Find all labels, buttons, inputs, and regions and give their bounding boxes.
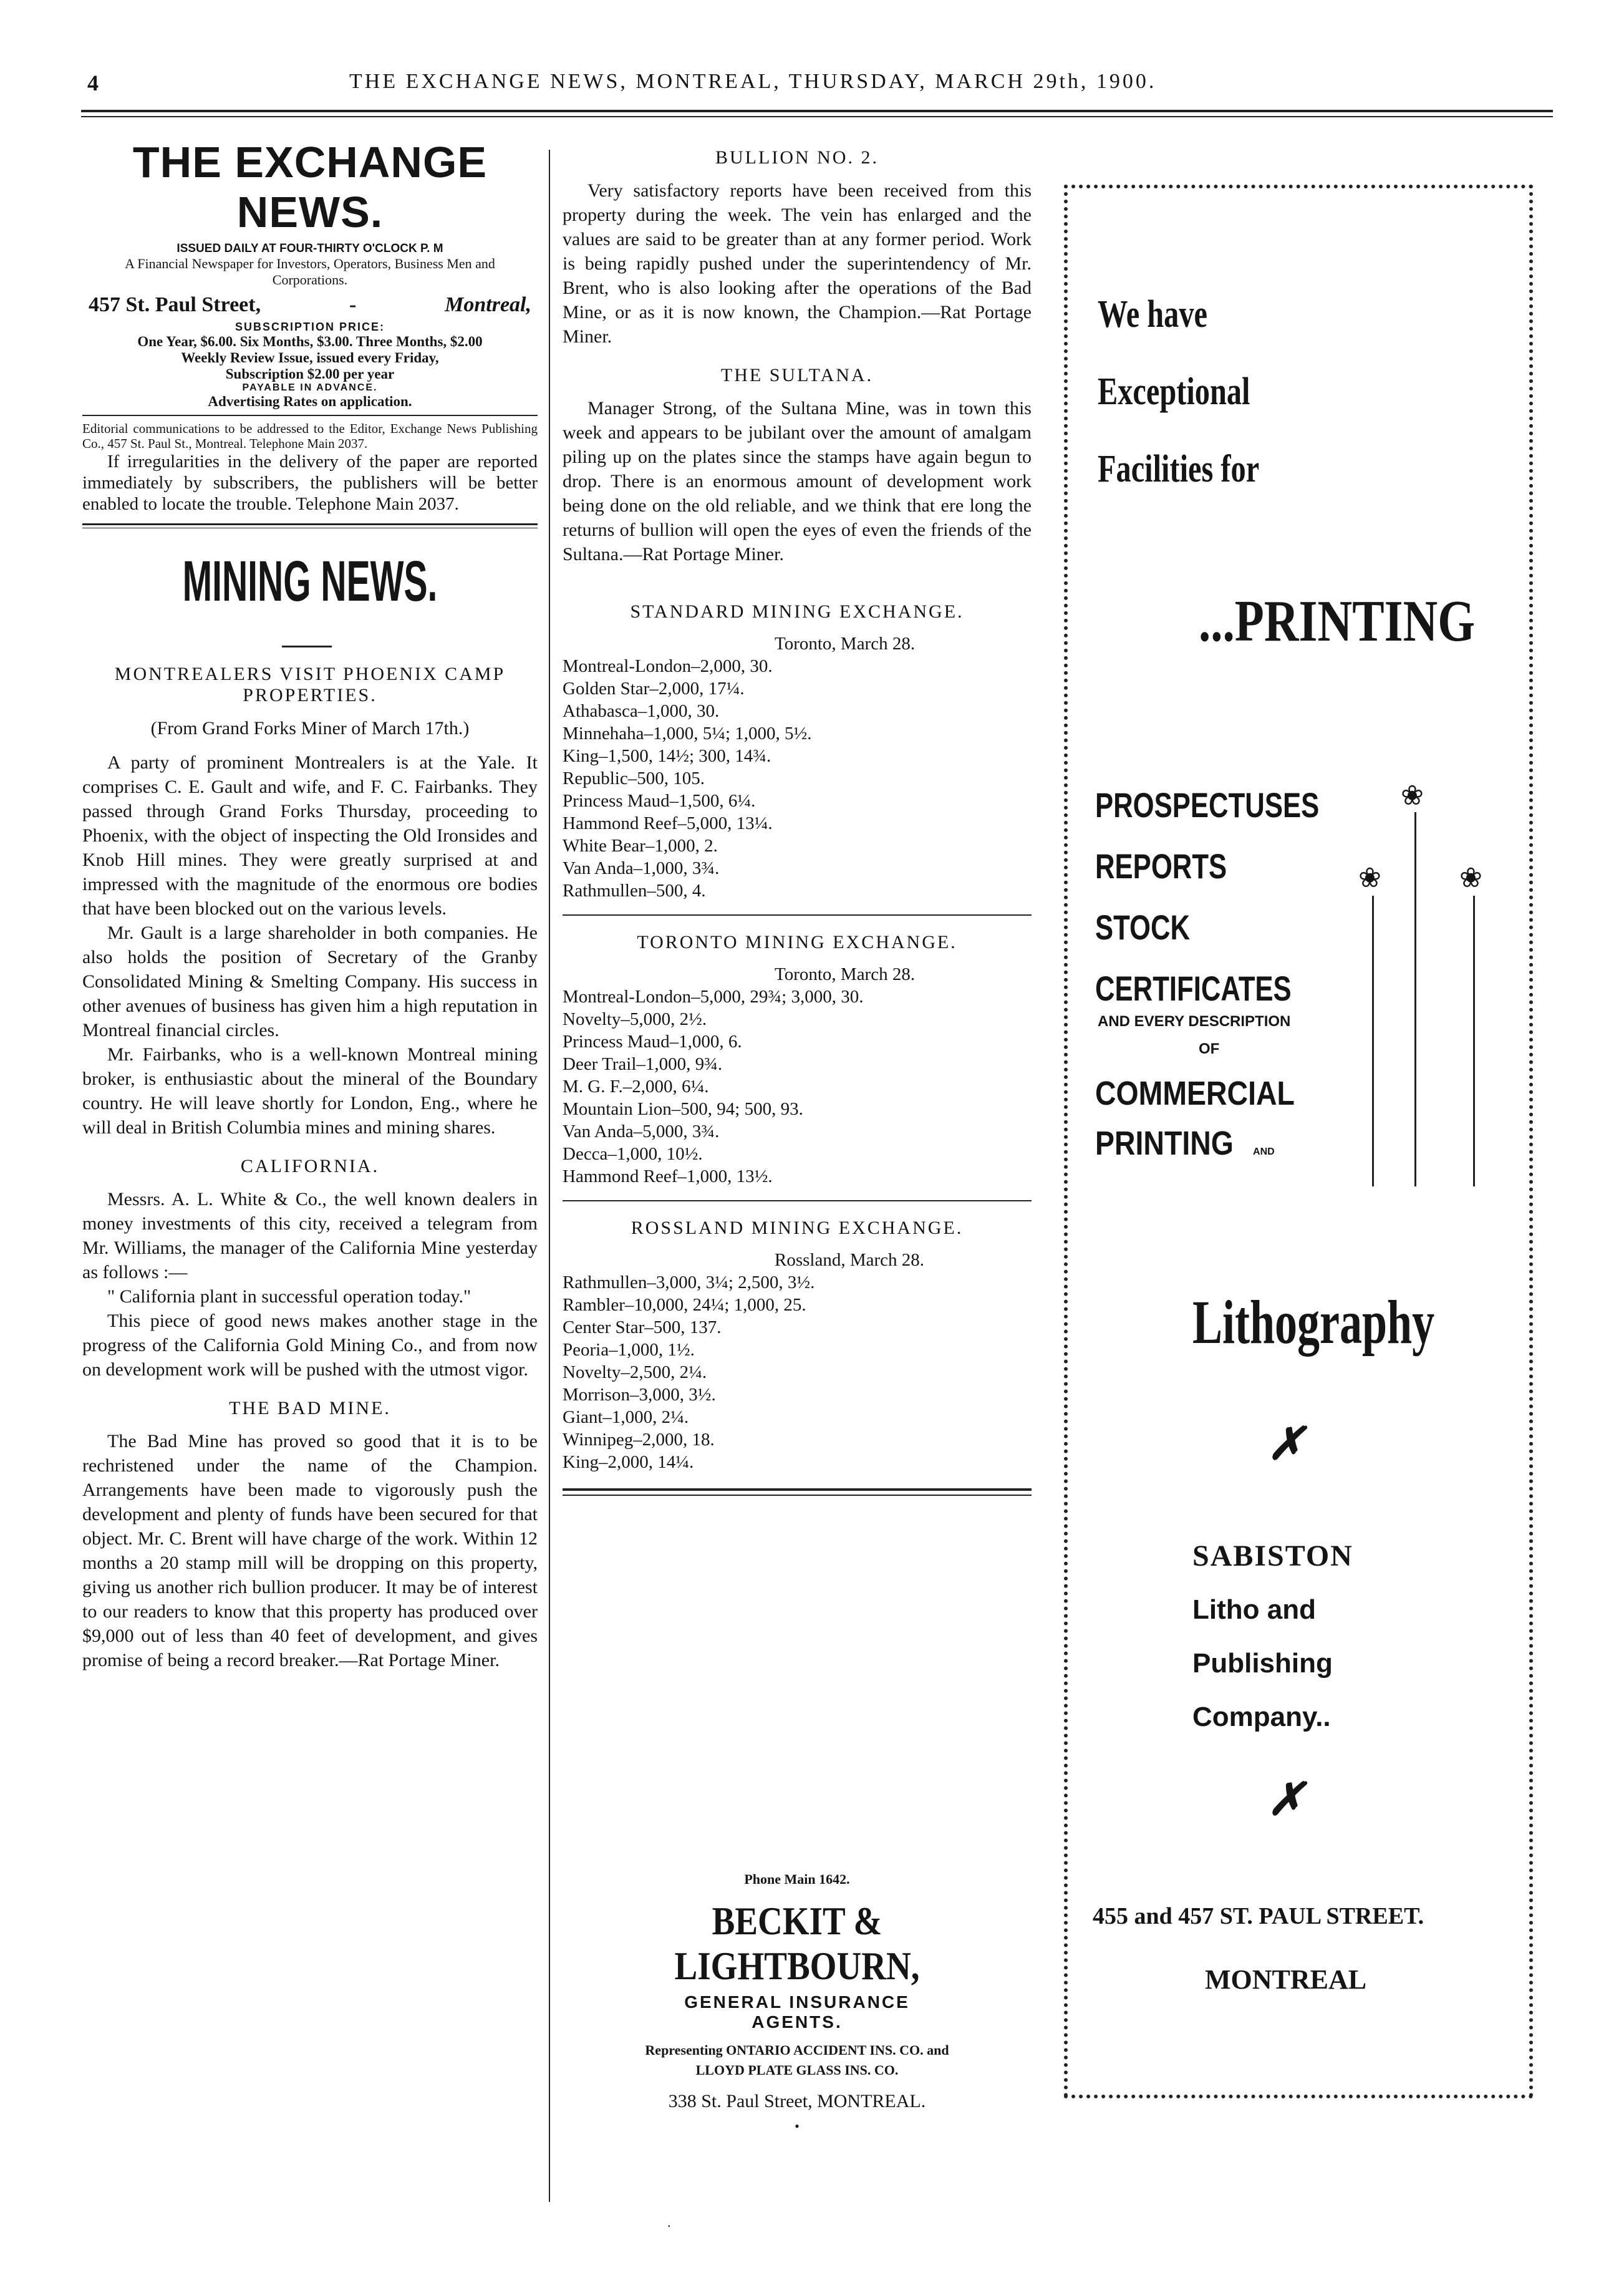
irregularities-note: If irregularities in the delivery of the paper are reported immediately by subscribers, the publishers will be better enabled to locate the trouble. Telephone Main 2037. [82, 452, 538, 514]
rossland-quote-line: King–2,000, 14¼. [563, 1452, 694, 1472]
toronto-exchange-head: TORONTO MINING EXCHANGE. [637, 932, 957, 952]
ad-montreal: MONTREAL [1205, 1964, 1367, 1995]
california-head: CALIFORNIA. [240, 1156, 380, 1176]
insurance-representing: Representing ONTARIO ACCIDENT INS. CO. and [645, 2042, 949, 2058]
toronto-quote-line: Novelty–5,000, 2½. [563, 1009, 707, 1029]
ad-line-3: Facilities for [1098, 448, 1260, 490]
standard-quotes [563, 655, 1032, 902]
insurance-role: GENERAL INSURANCE AGENTS. [684, 1992, 910, 2032]
ad-and: AND [1253, 1146, 1275, 1157]
toronto-quote-line: Princess Maud–1,000, 6. [563, 1032, 742, 1052]
toronto-rule [563, 1200, 1032, 1201]
bullion-head: BULLION NO. 2. [715, 147, 879, 168]
montrealers-p1: A party of prominent Montrealers is at the Yale. It comprises C. E. Gault and wife, and F. C. Fairbanks. They passed through Grand Forks Thursday, proceeding to Phoenix, with the object of inspecting the Old Ironsides and Knob Hill mines. They were greatly surprised at and impressed with the magnitude of the enormous ore bodies that have been blocked out on the various levels. [82, 752, 538, 919]
standard-exchange-head: STANDARD MINING EXCHANGE. [630, 601, 964, 622]
pin-ornament-1: ❀ [1401, 780, 1424, 811]
rossland-quote-line: Novelty–2,500, 2¼. [563, 1362, 707, 1382]
standard-rule [563, 914, 1032, 916]
standard-quote-line: Princess Maud–1,500, 6¼. [563, 791, 756, 811]
california-p2: This piece of good news makes another stage in the progress of the California Gold Mining Co., and from now on development work will be pushed with the utmost vigor. [82, 1311, 538, 1380]
ad-line-1: We have [1098, 293, 1207, 336]
standard-quote-line: King–1,500, 14½; 300, 14¾. [563, 746, 771, 766]
nameplate-address-row [82, 293, 538, 317]
nameplate-title: THE EXCHANGE NEWS. [132, 138, 488, 236]
ad-services [1095, 775, 1319, 1019]
footer-mark: . [667, 2214, 671, 2230]
insurance-ad [563, 1871, 1032, 2135]
toronto-quote-line: Mountain Lion–500, 94; 500, 93. [563, 1099, 803, 1119]
weekly-issue: Weekly Review Issue, issued every Friday, [181, 350, 439, 366]
toronto-quote-line: Montreal-London–5,000, 29¾; 3,000, 30. [563, 987, 864, 1007]
toronto-quote-line: Decca–1,000, 10½. [563, 1144, 703, 1164]
ad-printing: ...PRINTING [1199, 589, 1476, 654]
rossland-quote-line: Center Star–500, 137. [563, 1317, 722, 1337]
ad-company [1192, 1529, 1353, 1744]
standard-quote-line: Republic–500, 105. [563, 768, 705, 788]
sultana-head: THE SULTANA. [720, 365, 874, 385]
payable: PAYABLE IN ADVANCE. [242, 382, 378, 393]
badmine-p1: The Bad Mine has proved so good that it is to be rechristened under the name of the Champion. Arrangements have been made to vigorously push the development and plenty of funds have been secured for that object. Mr. C. Brent will have charge of the work. Within 12 months a 20 stamp mill will be dropping on this property, giving us another rich bullion producer. It may be of interest to our readers to know that this property has produced over $9,000 out of less than 40 feet of development, and gives promise of being a record breaker.—Rat Portage Miner. [82, 1431, 538, 1670]
standard-quote-line: White Bear–1,000, 2. [563, 836, 718, 856]
rossland-rule-2 [563, 1495, 1032, 1496]
rossland-quote-line: Peoria–1,000, 1½. [563, 1340, 695, 1360]
insurance-address: 338 St. Paul Street, MONTREAL. [668, 2091, 926, 2111]
standard-quote-line: Montreal-London–2,000, 30. [563, 656, 773, 676]
standard-quote-line: Athabasca–1,000, 30. [563, 701, 720, 721]
ad-commercial: COMMERCIAL [1095, 1075, 1295, 1112]
ad-company-1: SABISTON [1192, 1539, 1353, 1573]
rossland-quote-line: Morrison–3,000, 3½. [563, 1385, 716, 1405]
toronto-quote-line: Van Anda–5,000, 3¾. [563, 1122, 720, 1141]
column-1 [82, 137, 538, 1672]
standard-quote-line: Hammond Reef–5,000, 13¼. [563, 813, 773, 833]
bullet-mark: • [795, 2118, 800, 2134]
column-divider-1 [549, 150, 550, 2202]
insurance-lloyd: LLOYD PLATE GLASS INS. CO. [695, 2062, 899, 2078]
nameplate-dash: - [349, 293, 357, 316]
flourish-1: ✗ [1267, 1419, 1305, 1469]
weekly-subscription: Subscription $2.00 per year [225, 366, 395, 382]
editorial-note: Editorial communications to be addressed to the Editor, Exchange News Publishing Co., 457 St. Paul St., Montreal. Telephone Main 2037. [82, 421, 538, 451]
nameplate-issued: ISSUED DAILY AT FOUR-THIRTY O'CLOCK P. M [176, 242, 443, 255]
head-rule-top [81, 110, 1553, 112]
pin-stem-3 [1473, 896, 1475, 1186]
ad-stock: STOCK [1095, 908, 1191, 947]
california-quote: " California plant in successful operation today." [107, 1286, 471, 1307]
insurance-phone: Phone Main 1642. [744, 1871, 850, 1887]
subscription-prices: One Year, $6.00. Six Months, $3.00. Three Months, $2.00 [137, 334, 483, 349]
pin-stem-2 [1372, 896, 1374, 1186]
ad-line-2: Exceptional [1098, 371, 1250, 413]
standard-dateline: Toronto, March 28. [775, 634, 916, 654]
montrealers-p2: Mr. Gault is a large shareholder in both companies. He also holds the position of Secretary of the Granby Consolidated Mining & Smelting Company. His success in other avenues of business has given him a high reputation in Montreal financial circles. [82, 923, 538, 1040]
rossland-quote-line: Rambler–10,000, 24¼; 1,000, 25. [563, 1295, 806, 1315]
pin-ornament-2: ❀ [1358, 863, 1381, 893]
rossland-quote-line: Giant–1,000, 2¼. [563, 1407, 689, 1427]
ad-every: AND EVERY DESCRIPTION [1098, 1013, 1291, 1030]
nameplate-address: 457 St. Paul Street, [89, 293, 261, 316]
rossland-rule-1 [563, 1488, 1032, 1491]
ad-company-4: Company.. [1192, 1702, 1331, 1732]
bullion-p1: Very satisfactory reports have been received from this property during the week. The vein has enlarged and the values are said to be greater than at any former period. Work is being rapidly pushed under the superintendency of Mr. Brent, who is also looking after the operations of the Bad Mine, or as it is now known, the Champion.—Rat Portage Miner. [563, 180, 1032, 347]
badmine-head: THE BAD MINE. [229, 1398, 391, 1418]
toronto-dateline: Toronto, March 28. [775, 964, 916, 984]
printing-ad [1064, 185, 1533, 2098]
nameplate-rule [82, 415, 538, 416]
pin-ornament-3: ❀ [1459, 863, 1482, 893]
toronto-quote-line: Hammond Reef–1,000, 13½. [563, 1166, 773, 1186]
ad-intro [1098, 276, 1259, 508]
rossland-quote-line: Rathmullen–3,000, 3¼; 2,500, 3½. [563, 1272, 815, 1292]
montrealers-source: (From Grand Forks Miner of March 17th.) [150, 718, 470, 739]
ad-street: 455 and 457 ST. PAUL STREET. [1093, 1903, 1424, 1929]
sultana-p1: Manager Strong, of the Sultana Mine, was in town this week and appears to be jubilant over the amount of amalgam piling up on the plates since the stamps have again begun to drop. There is an enormous amount of development work being done on the old reliable, and we think that ere long the returns of bullion will open the eyes of even the friends of the Sultana.—Rat Portage Miner. [563, 398, 1032, 565]
ad-certificates: CERTIFICATES [1095, 969, 1292, 1008]
page-number: 4 [87, 70, 99, 95]
toronto-quote-line: M. G. F.–2,000, 6¼. [563, 1077, 709, 1097]
insurance-firm: BECKIT & LIGHTBOURN, [674, 1899, 920, 1988]
california-p1: Messrs. A. L. White & Co., the well known dealers in money investments of this city, received a telegram from Mr. Williams, the manager of the California Mine yesterday as follows :— [82, 1189, 538, 1282]
ad-of: OF [1199, 1040, 1220, 1057]
standard-quote-line: Van Anda–1,000, 3¾. [563, 858, 720, 878]
standard-quote-line: Rathmullen–500, 4. [563, 881, 706, 901]
column-2-top [563, 147, 1032, 1496]
advertising: Advertising Rates on application. [208, 394, 412, 409]
toronto-quote-line: Deer Trail–1,000, 9¾. [563, 1054, 723, 1074]
rossland-quotes [563, 1271, 1032, 1473]
standard-quote-line: Minnehaha–1,000, 5¼; 1,000, 5½. [563, 724, 812, 744]
nameplate-end-rule-1 [82, 523, 538, 525]
ad-company-2: Litho and [1192, 1594, 1316, 1625]
ad-lithography: Lithography [1192, 1287, 1435, 1357]
mining-news-title: MINING NEWS. [182, 550, 438, 613]
subscription-label: SUBSCRIPTION PRICE: [234, 321, 385, 333]
nameplate-tagline: A Financial Newspaper for Investors, Operators, Business Men and Corporations. [125, 256, 495, 288]
nameplate-city: Montreal, [445, 293, 531, 316]
ad-reports: REPORTS [1095, 846, 1227, 886]
standard-quote-line: Golden Star–2,000, 17¼. [563, 679, 745, 699]
running-head: THE EXCHANGE NEWS, MONTREAL, THURSDAY, MARCH 29th, 1900. [349, 70, 1157, 93]
flourish-2: ✗ [1267, 1775, 1305, 1825]
montrealers-head: MONTREALERS VISIT PHOENIX CAMP PROPERTIES. [114, 664, 506, 705]
ad-company-3: Publishing [1192, 1648, 1333, 1679]
rossland-dateline: Rossland, March 28. [775, 1250, 925, 1270]
montrealers-p3: Mr. Fairbanks, who is a well-known Montreal mining broker, is enthusiastic about the mineral of the Boundary country. He will leave shortly for London, Eng., where he will deal in British Columbia mines and mining shares. [82, 1044, 538, 1138]
rossland-quote-line: Winnipeg–2,000, 18. [563, 1430, 715, 1450]
title-dash [282, 646, 332, 647]
head-rule-bottom [81, 116, 1553, 117]
toronto-quotes [563, 986, 1032, 1188]
rossland-exchange-head: ROSSLAND MINING EXCHANGE. [631, 1218, 964, 1238]
pin-stem-1 [1414, 812, 1416, 1186]
ad-printing-2-word: PRINTING [1095, 1125, 1234, 1162]
ad-printing-2 [1095, 1124, 1275, 1163]
ad-prospectuses: PROSPECTUSES [1095, 785, 1320, 825]
